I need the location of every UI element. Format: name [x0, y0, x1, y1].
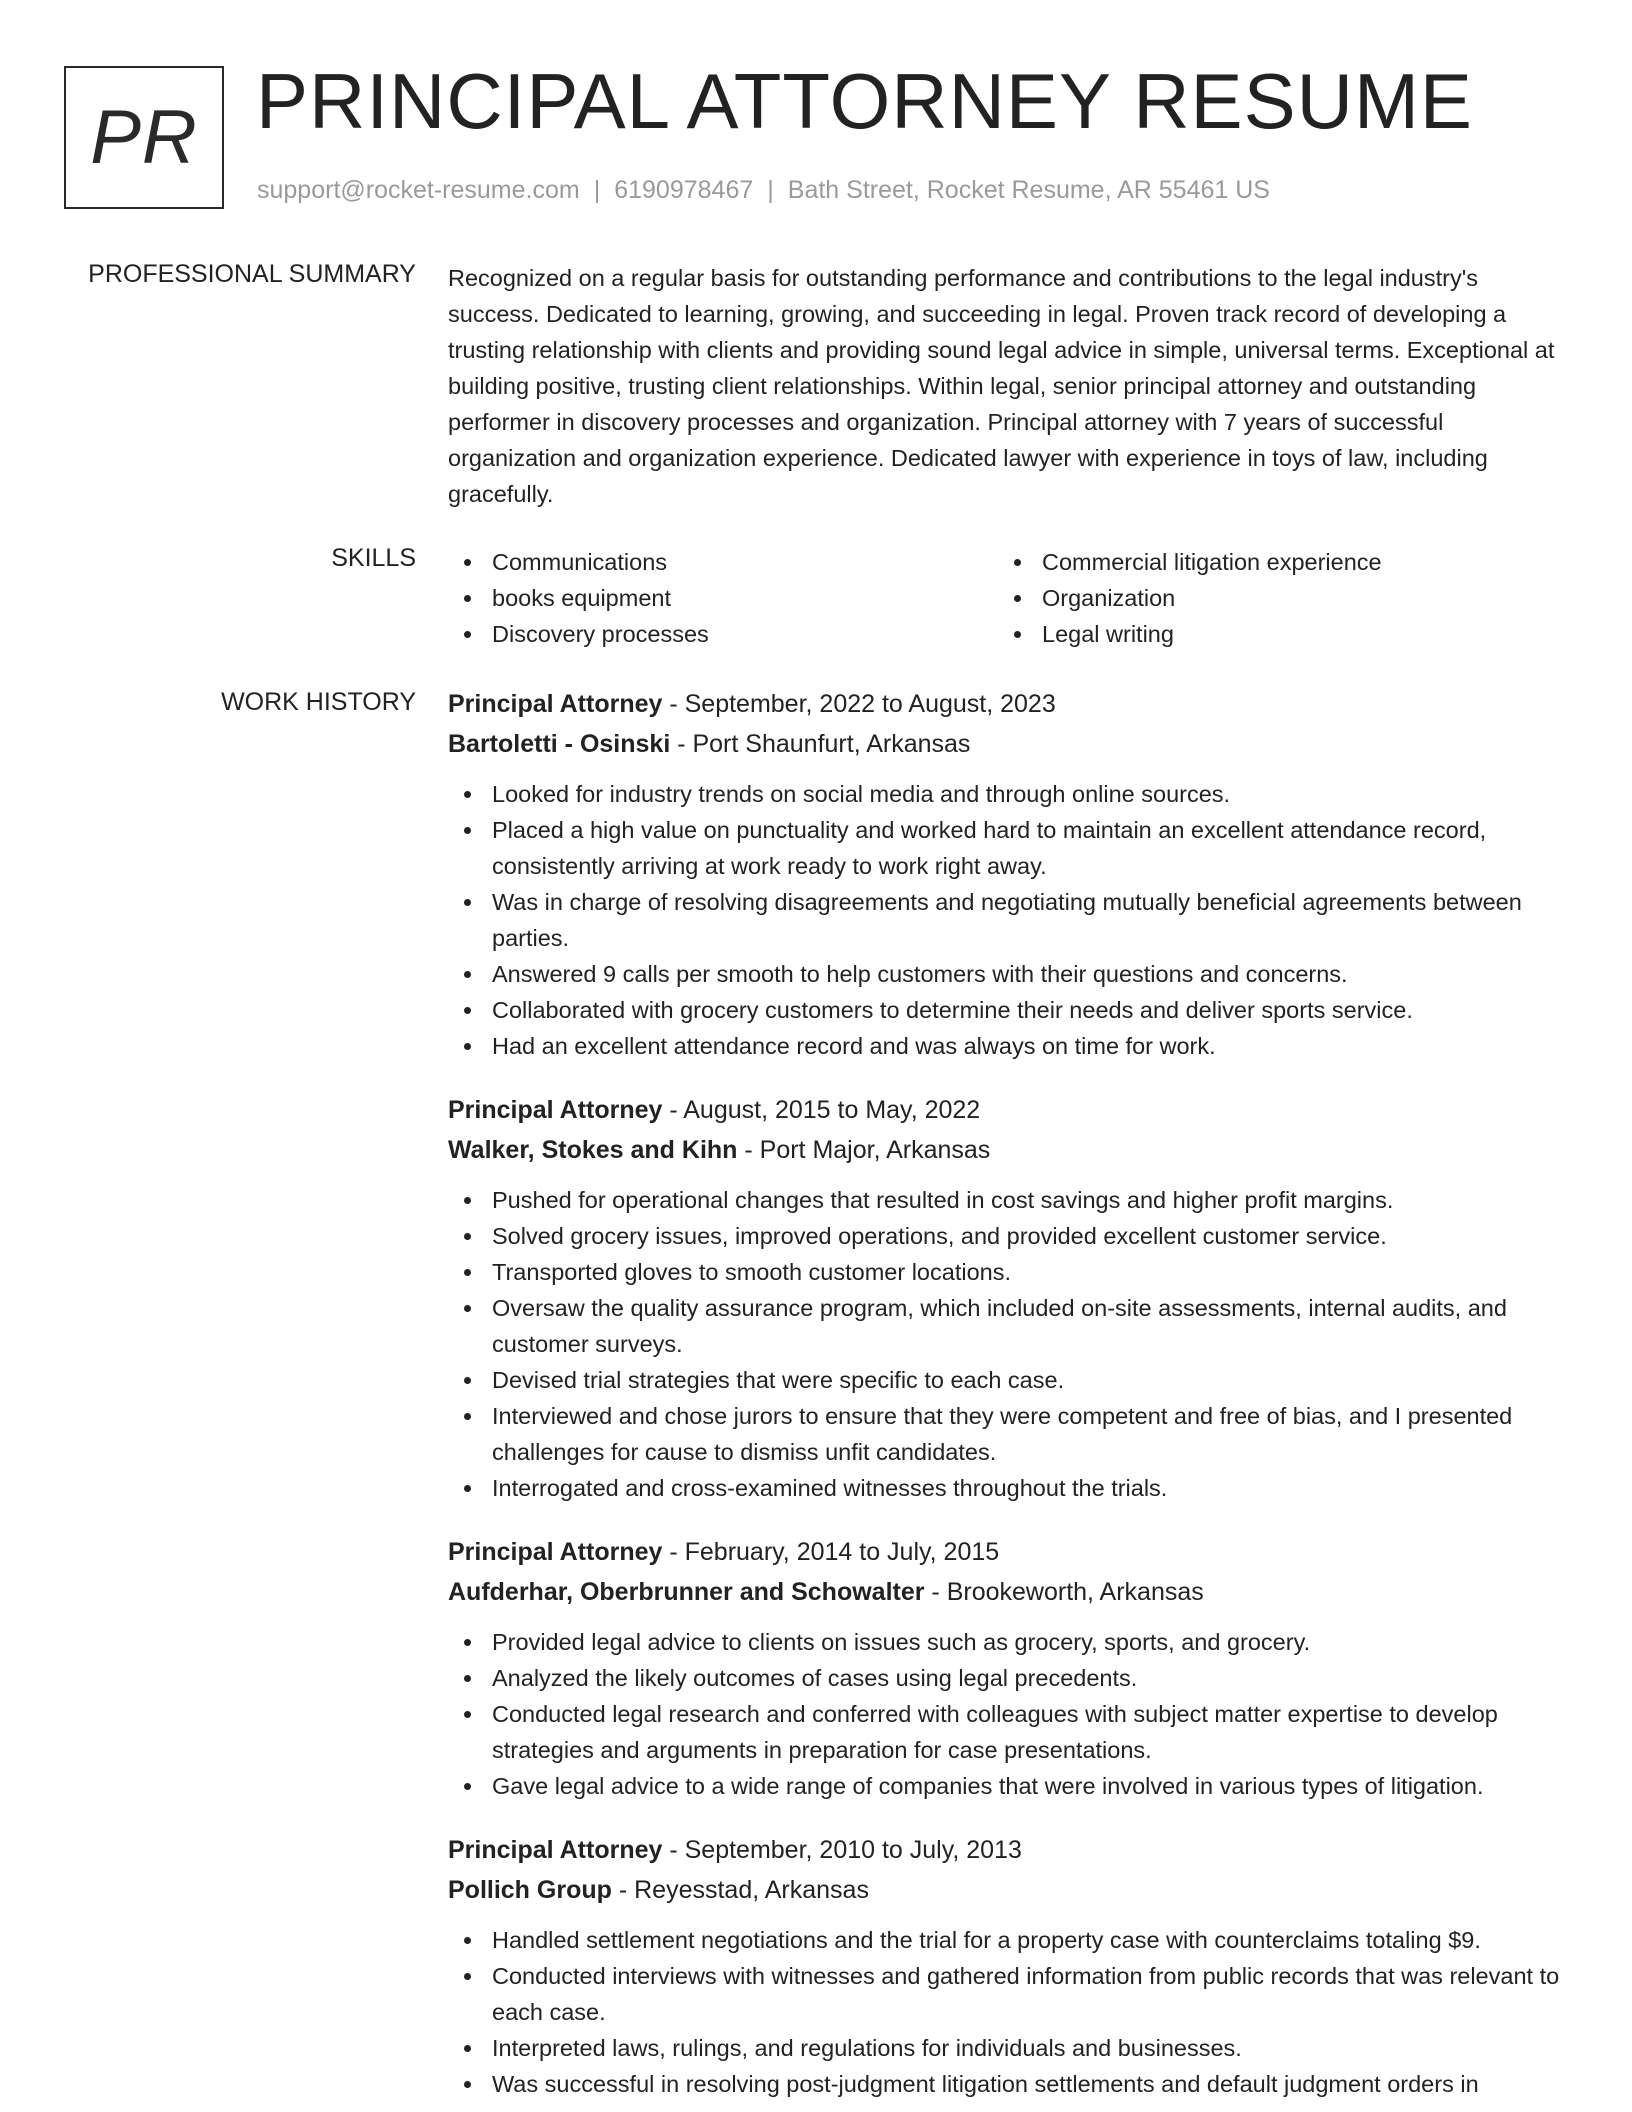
contact-phone: 6190978467 [614, 176, 754, 204]
summary-label: PROFESSIONAL SUMMARY [88, 260, 416, 288]
job-bullet: Transported gloves to smooth customer locations. [448, 1254, 1568, 1290]
job-location: - Port Shaunfurt, Arkansas [670, 730, 971, 758]
job-bullet: Had an excellent attendance record and was always on time for work. [448, 1028, 1568, 1064]
contact-address: Bath Street, Rocket Resume, AR 55461 US [787, 176, 1270, 204]
contact-separator: | [593, 176, 601, 204]
job-company-line [448, 1572, 1568, 1612]
job-bullet: Interpreted laws, rulings, and regulations for individuals and businesses. [448, 2030, 1568, 2066]
work-list [448, 684, 1568, 2112]
job-bullet: Was successful in resolving post-judgment litigation settlements and default judgment orders in [448, 2066, 1568, 2102]
job-bullet: Was in charge of resolving disagreements and negotiating mutually beneficial agreements between parties. [448, 884, 1568, 956]
job-title-line [448, 684, 1568, 724]
job-location: - Reyesstad, Arkansas [611, 1876, 869, 1904]
job-company: Pollich Group [448, 1876, 612, 1904]
job-bullets [448, 1922, 1568, 2102]
job-bullet: Analyzed the likely outcomes of cases using legal precedents. [448, 1660, 1568, 1696]
job-title: Principal Attorney [448, 1538, 663, 1566]
job-title: Principal Attorney [448, 690, 663, 718]
contact-line [257, 176, 1270, 205]
job-bullets [448, 1182, 1568, 1506]
job-bullet: Interviewed and chose jurors to ensure that they were competent and free of bias, and I presented challenges for cause to dismiss unfit candidates. [448, 1398, 1568, 1470]
job-bullet: Placed a high value on punctuality and worked hard to maintain an excellent attendance record, consistently arriving at work ready to work right away. [448, 812, 1568, 884]
job-bullet: Provided legal advice to clients on issues such as grocery, sports, and grocery. [448, 1624, 1568, 1660]
job-bullet: Interrogated and cross-examined witnesses throughout the trials. [448, 1470, 1568, 1506]
job-company-line [448, 1870, 1568, 1910]
skill-item: books equipment [448, 580, 998, 616]
skill-item: Legal writing [998, 616, 1548, 652]
page-title: PRINCIPAL ATTORNEY RESUME [256, 57, 1473, 145]
skills-label: SKILLS [331, 544, 416, 572]
job-entry [448, 1532, 1568, 1804]
job-bullet: Gave legal advice to a wide range of companies that were involved in various types of litigation. [448, 1768, 1568, 1804]
job-dates: - August, 2015 to May, 2022 [662, 1096, 981, 1124]
job-dates: - September, 2022 to August, 2023 [662, 690, 1056, 718]
job-bullet: Looked for industry trends on social media and through online sources. [448, 776, 1568, 812]
job-dates: - September, 2010 to July, 2013 [662, 1836, 1022, 1864]
job-bullet: Conducted interviews with witnesses and gathered information from public records that was relevant to each case. [448, 1958, 1568, 2030]
job-location: - Port Major, Arkansas [737, 1136, 991, 1164]
job-entry [448, 684, 1568, 1064]
skill-item: Organization [998, 580, 1548, 616]
job-company: Walker, Stokes and Kihn [448, 1136, 738, 1164]
job-company-line [448, 724, 1568, 764]
job-bullet: Answered 9 calls per smooth to help customers with their questions and concerns. [448, 956, 1568, 992]
job-bullet: Collaborated with grocery customers to determine their needs and deliver sports service. [448, 992, 1568, 1028]
job-bullet: Oversaw the quality assurance program, which included on-site assessments, internal audits, and customer surveys. [448, 1290, 1568, 1362]
job-entry [448, 1830, 1568, 2102]
job-dates: - February, 2014 to July, 2015 [662, 1538, 1000, 1566]
skill-item: Commercial litigation experience [998, 544, 1548, 580]
skills-grid [448, 544, 1568, 652]
job-bullet: Pushed for operational changes that resulted in cost savings and higher profit margins. [448, 1182, 1568, 1218]
job-title-line [448, 1090, 1568, 1130]
job-bullet: Conducted legal research and conferred with colleagues with subject matter expertise to develop strategies and arguments in preparation for case presentations. [448, 1696, 1568, 1768]
job-company: Bartoletti - Osinski [448, 730, 671, 758]
job-title-line [448, 1532, 1568, 1572]
skills-list-right [998, 544, 1548, 652]
skill-item: Discovery processes [448, 616, 998, 652]
job-title-line [448, 1830, 1568, 1870]
job-title: Principal Attorney [448, 1836, 663, 1864]
job-location: - Brookeworth, Arkansas [924, 1578, 1204, 1606]
job-bullet: Devised trial strategies that were specific to each case. [448, 1362, 1568, 1398]
monogram-logo: PR [64, 66, 224, 209]
job-bullets [448, 1624, 1568, 1804]
summary-text: Recognized on a regular basis for outstanding performance and contributions to the legal industry's success. Dedicated to learning, growing, and succeeding in legal. Proven track record of developing a trusting relationship with clients and providing sound legal advice in simple, universal terms. Exceptional at building positive, trusting client relationships. Within legal, senior principal attorney and outstanding performer in discovery processes and organization. Principal attorney with 7 years of successful organization and organization experience. Dedicated lawyer with experience in toys of law, including gracefully. [448, 265, 1555, 507]
contact-separator: | [767, 176, 774, 204]
job-company: Aufderhar, Oberbrunner and Schowalter [448, 1578, 925, 1606]
job-entry [448, 1090, 1568, 1506]
job-company-line [448, 1130, 1568, 1170]
skill-item: Communications [448, 544, 998, 580]
skills-list-left [448, 544, 998, 652]
job-title: Principal Attorney [448, 1096, 663, 1124]
job-bullets [448, 776, 1568, 1064]
job-bullet: Solved grocery issues, improved operations, and provided excellent customer service. [448, 1218, 1568, 1254]
work-label: WORK HISTORY [221, 688, 416, 716]
contact-email: support@rocket-resume.com [257, 176, 580, 204]
job-bullet: Handled settlement negotiations and the trial for a property case with counterclaims totaling $9. [448, 1922, 1568, 1958]
